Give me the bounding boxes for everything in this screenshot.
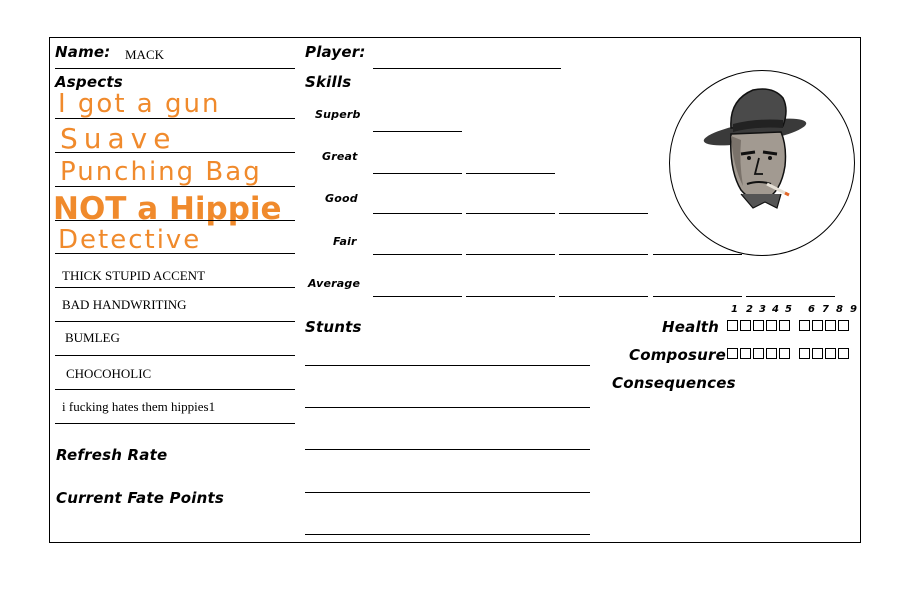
- stunts-label: Stunts: [305, 318, 362, 336]
- detective-portrait-icon: [669, 70, 855, 256]
- fair-slot-2[interactable]: [466, 254, 555, 255]
- aspect-rule-3: [55, 186, 295, 187]
- track-number-2: 2: [746, 304, 753, 315]
- stunt-line-3[interactable]: [305, 449, 590, 450]
- aspect-rule-2: [55, 152, 295, 153]
- health-box-8[interactable]: [825, 320, 836, 331]
- refresh-rate-label: Refresh Rate: [56, 446, 168, 464]
- health-track: [727, 320, 851, 331]
- aspect-rule-9: [55, 389, 295, 390]
- composure-box-9[interactable]: [838, 348, 849, 359]
- stunt-line-5[interactable]: [305, 534, 590, 535]
- health-box-5[interactable]: [779, 320, 790, 331]
- track-number-1: 1: [731, 304, 738, 315]
- aspect-rule-7: [55, 321, 295, 322]
- scrawled-aspect-2: Suave: [60, 122, 177, 155]
- name-rule: [55, 68, 295, 69]
- aspect-rule-8: [55, 355, 295, 356]
- aspects-label: Aspects: [55, 73, 123, 91]
- scrawled-aspect-4: NOT a Hippie: [53, 191, 282, 227]
- health-box-6[interactable]: [799, 320, 810, 331]
- composure-box-4[interactable]: [766, 348, 777, 359]
- composure-box-2[interactable]: [740, 348, 751, 359]
- stunt-line-4[interactable]: [305, 492, 590, 493]
- composure-track: [727, 348, 851, 359]
- stunt-line-1[interactable]: [305, 365, 590, 366]
- aspect-rule-5: [55, 253, 295, 254]
- composure-label: Composure: [629, 346, 726, 364]
- aspect-item-5[interactable]: i fucking hates them hippies1: [62, 399, 216, 414]
- average-slot-4[interactable]: [653, 296, 742, 297]
- stunt-line-2[interactable]: [305, 407, 590, 408]
- scrawled-aspect-3: Punching Bag: [60, 157, 262, 187]
- superb-slot-1[interactable]: [373, 131, 462, 132]
- health-box-2[interactable]: [740, 320, 751, 331]
- composure-box-6[interactable]: [799, 348, 810, 359]
- health-box-1[interactable]: [727, 320, 738, 331]
- track-number-4: 4: [772, 304, 779, 315]
- great-slot-2[interactable]: [466, 173, 555, 174]
- health-box-4[interactable]: [766, 320, 777, 331]
- average-slot-3[interactable]: [559, 296, 648, 297]
- aspect-rule-1: [55, 118, 295, 119]
- track-number-8: 8: [836, 304, 843, 315]
- aspect-rule-10: [55, 423, 295, 424]
- skill-tier-good: Good: [325, 192, 358, 205]
- skill-tier-superb: Superb: [315, 108, 361, 121]
- skills-label: Skills: [305, 73, 352, 91]
- skill-tier-fair: Fair: [333, 235, 357, 248]
- average-slot-5[interactable]: [746, 296, 835, 297]
- consequences-label: Consequences: [612, 374, 736, 392]
- aspect-item-2[interactable]: BAD HANDWRITING: [62, 297, 187, 312]
- composure-box-1[interactable]: [727, 348, 738, 359]
- track-number-7: 7: [822, 304, 829, 315]
- track-number-5: 5: [785, 304, 792, 315]
- great-slot-1[interactable]: [373, 173, 462, 174]
- average-slot-2[interactable]: [466, 296, 555, 297]
- health-box-7[interactable]: [812, 320, 823, 331]
- composure-box-3[interactable]: [753, 348, 764, 359]
- good-slot-1[interactable]: [373, 213, 462, 214]
- composure-box-7[interactable]: [812, 348, 823, 359]
- track-number-6: 6: [808, 304, 815, 315]
- fair-slot-3[interactable]: [559, 254, 648, 255]
- player-label: Player:: [305, 43, 366, 61]
- current-fate-points-label: Current Fate Points: [56, 489, 224, 507]
- scrawled-aspect-1: I got a gun: [58, 89, 221, 119]
- track-number-3: 3: [759, 304, 766, 315]
- player-rule: [373, 68, 561, 69]
- portrait-frame: [669, 70, 855, 256]
- health-label: Health: [662, 318, 720, 336]
- good-slot-3[interactable]: [559, 213, 648, 214]
- fair-slot-1[interactable]: [373, 254, 462, 255]
- aspect-rule-6: [55, 287, 295, 288]
- composure-box-8[interactable]: [825, 348, 836, 359]
- aspect-rule-4: [55, 220, 295, 221]
- health-box-3[interactable]: [753, 320, 764, 331]
- skill-tier-average: Average: [308, 277, 361, 290]
- composure-box-5[interactable]: [779, 348, 790, 359]
- name-value[interactable]: MACK: [125, 47, 165, 62]
- name-label: Name:: [55, 43, 111, 61]
- aspect-item-4[interactable]: CHOCOHOLIC: [66, 366, 152, 381]
- track-number-9: 9: [850, 304, 857, 315]
- aspect-item-1[interactable]: THICK STUPID ACCENT: [62, 268, 206, 283]
- aspect-item-3[interactable]: BUMLEG: [65, 330, 120, 345]
- skill-tier-great: Great: [322, 150, 358, 163]
- good-slot-2[interactable]: [466, 213, 555, 214]
- average-slot-1[interactable]: [373, 296, 462, 297]
- health-box-9[interactable]: [838, 320, 849, 331]
- scrawled-aspect-5: Detective: [58, 225, 202, 255]
